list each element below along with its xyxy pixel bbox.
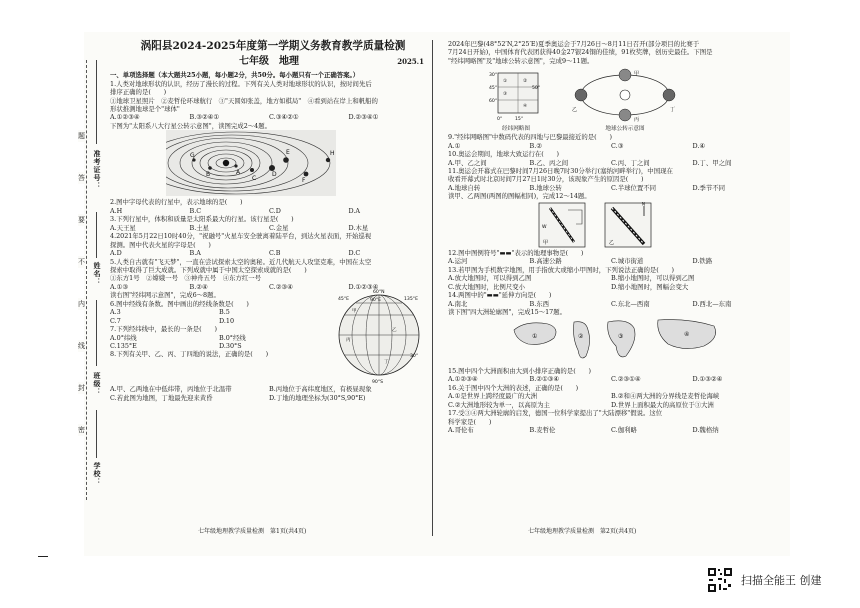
option[interactable]: A.地球自转 xyxy=(448,183,481,192)
svg-text:④: ④ xyxy=(523,104,528,110)
option[interactable]: D.丁、甲之间 xyxy=(692,158,732,167)
option[interactable]: B.缩小地图时，可以得到乙图 xyxy=(611,274,695,283)
watermark-text: 扫描全能王 创建 xyxy=(741,574,822,587)
q7-stem: 7.下列经纬线中，最长的一条是( ) xyxy=(110,325,217,334)
field-line-exam-number xyxy=(96,60,97,144)
q4-line: 4.2021年5月22日10时40分，"祝融号"火星车安全驶离着陆平台，到达火星表面，开始巡视 xyxy=(110,232,372,241)
map-yi xyxy=(604,202,652,248)
globe-label: 60°N xyxy=(373,290,385,296)
svg-text:W: W xyxy=(542,224,547,230)
seal-char: 内 xyxy=(78,300,85,308)
q16-stem: 16.关于图中四个大洲的表述，正确的是( ) xyxy=(448,383,579,392)
globe-label: 135°E xyxy=(404,297,418,303)
q7-options xyxy=(110,342,328,350)
page-2-footer: 七年级地理教学质量检测 第2页(共4页) xyxy=(528,528,637,535)
globe-label: 45°E xyxy=(338,297,350,303)
globe-point: 丁 xyxy=(384,360,389,366)
option[interactable]: D.10 xyxy=(219,316,235,325)
q6-options xyxy=(110,317,328,325)
option[interactable]: D.缩小地图时，图幅会变大 xyxy=(611,282,689,291)
option[interactable]: B.② xyxy=(529,141,542,150)
option[interactable]: D.魏格纳 xyxy=(692,426,719,435)
option[interactable]: B.②④ xyxy=(189,282,208,291)
q17-options xyxy=(448,426,774,434)
exam-date: 2025.1 xyxy=(397,56,424,66)
q12-options xyxy=(448,257,774,265)
option[interactable]: C.②③④ xyxy=(269,282,293,291)
q15-options xyxy=(448,375,774,383)
option[interactable]: C.D xyxy=(269,206,281,215)
q12-stem: 12.图中图例符号"▬▬"表示的地理事物是( ) xyxy=(448,248,584,257)
option[interactable]: A.放大地图时，可以得到乙图 xyxy=(448,274,532,283)
option[interactable]: C.③ xyxy=(611,141,624,150)
field-line-school xyxy=(96,410,97,458)
q8-stem: 8.下列有关甲、乙、丙、丁四地的说法，正确的是( ) xyxy=(110,350,269,359)
svg-text:①: ① xyxy=(532,333,538,341)
label-exam-number: 准考证号： xyxy=(93,150,102,190)
option[interactable]: D.②③④① xyxy=(348,113,379,122)
q15-stem: 15.图中四个大洲面积由大到小排序正确的是( ) xyxy=(448,366,591,375)
q1-line: 排序正确的是( ) xyxy=(110,88,167,97)
q3-options xyxy=(110,224,428,232)
option[interactable]: A.0°纬线 xyxy=(110,333,137,342)
q14-options xyxy=(448,300,774,308)
option[interactable]: A.南北 xyxy=(448,299,468,308)
option[interactable]: D.C xyxy=(348,249,361,258)
option[interactable]: B.丙地位于高纬度地区，有极昼现象 xyxy=(269,385,372,394)
grid-questions xyxy=(110,291,328,359)
q1-line: 1.人类对地球形状的认识，经历了漫长的过程。下列有关人类对地球形状的认识，按时间先后 xyxy=(110,79,372,88)
intro-line: "经纬网略图"及"地球公转示意图"，完成9～11题。 xyxy=(448,56,594,65)
q17-line: 17.受③④两大洲轮廓的启发，德国一位科学家提出了"大陆漂移"假说。这位 xyxy=(448,409,663,418)
option[interactable]: A.H xyxy=(110,206,123,215)
page-2 xyxy=(448,40,774,435)
figures-9-11 xyxy=(488,67,774,133)
svg-text:丁: 丁 xyxy=(670,107,676,114)
option[interactable]: D.④ xyxy=(692,141,706,150)
grid-map-sketch xyxy=(488,67,544,123)
q1-options xyxy=(110,113,428,121)
option[interactable]: D.丁地的地理坐标为(30°S,90°E) xyxy=(269,393,366,402)
q2-options xyxy=(110,207,428,215)
solar-system-diagram xyxy=(166,130,336,196)
grid-map-figure xyxy=(488,67,544,133)
option[interactable]: C.金星 xyxy=(269,223,289,232)
globe-point: 乙 xyxy=(392,328,397,334)
q16-options xyxy=(448,401,774,409)
globe-label: 90°S xyxy=(372,380,384,386)
seal-char: 封 xyxy=(78,384,85,392)
q10-options xyxy=(448,159,774,167)
option[interactable]: C.丙、丁之间 xyxy=(611,158,650,167)
option[interactable]: C.②大洲地形较为单一，以高原为主 xyxy=(448,400,550,409)
planet-label: A xyxy=(236,169,241,177)
q5-line: 5.人类自古就有"飞天梦"，一直在尝试探索太空的奥秘。近几代航天人攻坚克难，中国在太空 xyxy=(110,257,372,266)
svg-text:60°: 60° xyxy=(489,99,498,105)
globe-point: 甲 xyxy=(352,309,357,315)
continent-intro: 读下图"四大洲轮廓图"，完成15～17题。 xyxy=(448,307,567,316)
option[interactable]: B.0°经线 xyxy=(219,333,246,342)
q8-options xyxy=(110,385,428,393)
option[interactable]: C.③④②① xyxy=(269,113,299,122)
option[interactable]: B.A xyxy=(189,249,201,258)
column-divider xyxy=(432,40,433,536)
option[interactable]: C.城市街道 xyxy=(611,257,644,266)
svg-text:30°: 30° xyxy=(489,73,498,79)
option[interactable]: C.②③①④ xyxy=(611,375,641,384)
q4-line: 探测。图中代表火星的字母是( ) xyxy=(110,240,211,249)
planet-label: B xyxy=(206,171,211,179)
intro-line: 7月24日开始)，中国体育代表团获得40金27银24铜的佳绩，91枚奖牌，创历史最佳。下图是 xyxy=(448,48,713,57)
q6-options xyxy=(110,308,328,316)
field-line-class xyxy=(96,300,97,366)
svg-text:③: ③ xyxy=(503,92,508,98)
svg-text:15°: 15° xyxy=(515,117,524,123)
solar-intro: 下图为"太阳系八大行星公转示意图"，读图完成2～4题。 xyxy=(110,121,271,130)
globe-point: 丙 xyxy=(346,338,351,344)
option[interactable]: C.伽利略 xyxy=(611,426,637,435)
option[interactable]: D.30°S xyxy=(219,342,242,351)
planet-label: H xyxy=(330,150,335,158)
section-heading: 一、单项选择题（本大题共25小题，每小题2分，共50分。每小题只有一个正确答案。） xyxy=(110,71,360,80)
q1-line: 形状推测地球是个"球体" xyxy=(110,104,180,113)
option[interactable]: A.运河 xyxy=(448,257,468,266)
svg-text:45°: 45° xyxy=(489,86,498,92)
option[interactable]: D.A xyxy=(348,206,361,215)
option[interactable]: C.半球位置不同 xyxy=(611,183,657,192)
q9-options xyxy=(448,142,774,150)
option[interactable]: D.①③②④ xyxy=(692,375,723,384)
q11-options xyxy=(448,184,774,192)
planet-label: F xyxy=(302,177,306,185)
grid-map-caption: 经纬网略图 xyxy=(502,125,530,132)
svg-text:①: ① xyxy=(503,79,508,85)
page-1-footer: 七年级地理教学质量检测 第1页(共4页) xyxy=(198,528,307,535)
option[interactable]: A.①②③④ xyxy=(110,113,140,122)
grade-subject: 七年级 地理 xyxy=(239,55,299,67)
planet-label: D xyxy=(272,171,277,179)
map-intro: 读甲、乙两图(两图的图幅相同)，完成12～14题。 xyxy=(448,192,591,201)
option[interactable]: B.地球公转 xyxy=(529,183,562,192)
q10-stem: 10.奥运会期间，地球大致运行在( ) xyxy=(448,150,560,159)
page-1 xyxy=(110,40,428,402)
svg-text:甲: 甲 xyxy=(634,71,640,78)
svg-text:④: ④ xyxy=(684,331,690,339)
option[interactable]: A.①是世界上跨经度最广的大洲 xyxy=(448,392,538,401)
seal-char: 答 xyxy=(78,174,85,182)
option[interactable]: A.哥伦布 xyxy=(448,426,474,435)
q8-options xyxy=(110,394,428,402)
q13-options xyxy=(448,283,774,291)
option[interactable]: B.C xyxy=(189,206,202,215)
option[interactable]: A.3 xyxy=(110,308,121,317)
globe-label: 30° xyxy=(410,354,419,360)
svg-text:乙: 乙 xyxy=(572,107,578,114)
svg-text:②: ② xyxy=(578,333,584,341)
option[interactable]: B.高速公路 xyxy=(529,257,562,266)
svg-text:③: ③ xyxy=(618,333,624,341)
option[interactable]: D.季节不同 xyxy=(692,183,725,192)
option[interactable]: C.若此图为地图，丁地最先迎来黄昏 xyxy=(110,393,213,402)
q5-line: 探索中取得了巨大成就。下列成就中属于中国太空探索成就的是( ) xyxy=(110,265,307,274)
option[interactable]: B.5 xyxy=(219,308,230,317)
option[interactable]: D.铁路 xyxy=(692,257,713,266)
q9-stem: 9."经纬网略图"中数码代表的四地与巴黎最接近的是( ) xyxy=(448,133,612,142)
svg-text:乙: 乙 xyxy=(609,239,615,246)
orbit-figure xyxy=(570,67,680,133)
q11-line: 11.奥运会开幕式在巴黎时间7月26日晚7时30分举行(塞纳河畔举行)，中国现在 xyxy=(448,167,673,175)
svg-text:N: N xyxy=(642,201,645,207)
planet-label: C xyxy=(252,175,257,183)
svg-text:甲: 甲 xyxy=(543,239,549,246)
option[interactable]: C.放大地图时，比例尺变小 xyxy=(448,282,525,291)
globe-grid-diagram xyxy=(334,285,424,385)
orbit-sketch xyxy=(570,67,680,123)
sun-icon xyxy=(620,90,630,100)
corner-mark xyxy=(38,556,48,557)
seal-char: 要 xyxy=(78,216,85,224)
label-name: 姓名： xyxy=(93,262,102,286)
option[interactable]: D.西北—东南 xyxy=(692,299,732,308)
option[interactable]: A.D xyxy=(110,249,122,258)
planet-label: G xyxy=(190,152,195,160)
q13-options xyxy=(448,274,774,282)
qr-code-icon xyxy=(707,567,733,593)
grid-intro: 读右图"经纬网示意图"，完成6～8题。 xyxy=(110,291,220,300)
option[interactable]: C.B xyxy=(269,249,281,258)
label-school: 学校： xyxy=(93,462,102,486)
svg-text:50°: 50° xyxy=(532,86,541,92)
grid-question-block xyxy=(110,291,428,385)
q13-stem: 13.若甲图为手机数字地图，用手指放大或缩小甲图时，下列说法正确的是( ) xyxy=(448,265,675,274)
option[interactable]: D.世界上面积最大的高原位于③大洲 xyxy=(611,400,714,409)
exam-title: 涡阳县2024-2025年度第一学期义务教育教学质量检测 xyxy=(140,40,406,52)
option[interactable]: A.甲、乙之间 xyxy=(448,158,487,167)
option[interactable]: C.7 xyxy=(110,316,121,325)
svg-text:0°: 0° xyxy=(497,117,503,123)
option[interactable]: B.③②④① xyxy=(189,113,220,122)
field-line-name xyxy=(96,212,97,258)
q16-options xyxy=(448,392,774,400)
option[interactable]: D.①②③④ xyxy=(348,282,379,291)
scanner-watermark xyxy=(707,567,822,593)
option[interactable]: B.②和④两大洲的分界线是麦哲伦海峡 xyxy=(611,392,720,401)
q2-stem: 2.图中字母代表的行星中，表示地球的是( ) xyxy=(110,198,243,207)
q7-options xyxy=(110,334,328,342)
option[interactable]: A.天王星 xyxy=(110,223,136,232)
seal-char: 题 xyxy=(78,132,85,140)
seal-char: 线 xyxy=(78,342,85,350)
option[interactable]: B.麦哲伦 xyxy=(529,426,556,435)
label-class: 班级： xyxy=(93,372,102,396)
exam-subtitle xyxy=(110,55,428,68)
option[interactable]: B.东西 xyxy=(529,299,550,308)
option[interactable]: C.135°E xyxy=(110,342,137,351)
option[interactable]: A.甲、乙两地在中低纬带，丙地位于北温带 xyxy=(110,385,232,394)
option[interactable]: D.木星 xyxy=(348,223,369,232)
map-jia xyxy=(538,202,586,248)
q4-options xyxy=(110,249,428,257)
option[interactable]: A.① xyxy=(448,141,461,150)
figures-12-14 xyxy=(538,202,774,248)
option[interactable]: A.①③ xyxy=(110,282,129,291)
svg-text:丙: 丙 xyxy=(634,117,640,124)
q6-stem: 6.图中经线有条数。图中画出的经线条数是( ) xyxy=(110,299,249,308)
option[interactable]: B.乙、丙之间 xyxy=(529,158,569,167)
q11-line: 收看开幕式时北京时间7月27日1时30分，该现象产生的原因是( ) xyxy=(448,175,644,184)
orbit-caption: 地球公转示意图 xyxy=(605,125,645,132)
svg-text:②: ② xyxy=(523,79,528,85)
q14-stem: 14.两图中的"▬▬"延伸方向是( ) xyxy=(448,291,552,300)
planet-label: E xyxy=(286,149,290,157)
option[interactable]: C.东北—西南 xyxy=(611,299,650,308)
seal-char: 不 xyxy=(78,258,85,266)
q17-line: 科学家是( ) xyxy=(448,417,492,426)
option[interactable]: A.①②③④ xyxy=(448,375,478,384)
globe-label: 90°E xyxy=(370,298,382,304)
option[interactable]: B.土星 xyxy=(189,223,210,232)
cut-line xyxy=(86,60,87,500)
option[interactable]: B.②①③④ xyxy=(529,375,560,384)
sun-icon xyxy=(223,160,229,166)
seal-char: 密 xyxy=(78,426,85,434)
intro-line: 2024年巴黎(48°52′N,2°25′E)夏季奥运会于7月26日～8月11日召开(部分项目的比赛于 xyxy=(448,40,700,48)
q3-stem: 3.下列行星中，体积和质量是太阳系最大的行星。该行星是( ) xyxy=(110,215,294,224)
continents-outline-figure xyxy=(508,316,728,364)
q5-line: ①东方1号 ②嫦娥一号 ③神舟五号 ④东方红一号 xyxy=(110,274,262,283)
q1-line: ①地球卫星照片 ②麦哲伦环球航行 ③"天圆如张盖，地方如棋局" ④看到站在岸上和帆船的 xyxy=(110,96,378,105)
